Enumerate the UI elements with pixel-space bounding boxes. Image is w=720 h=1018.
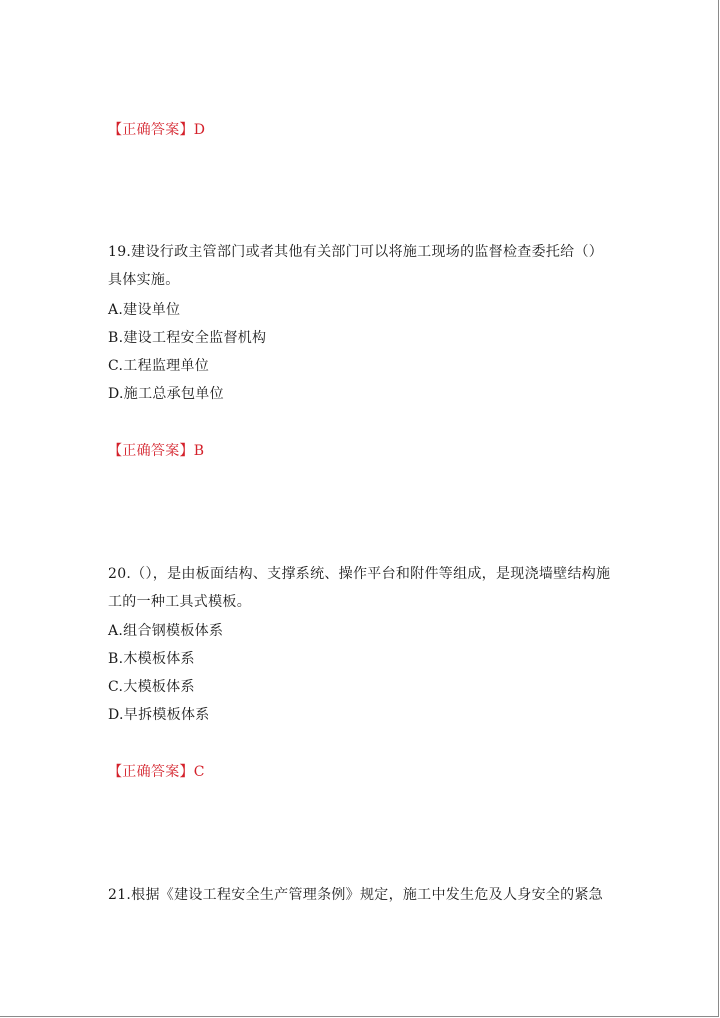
question-20-option-b: B.木模板体系: [108, 651, 195, 667]
question-19-stem-line1: 19.建设行政主管部门或者其他有关部门可以将施工现场的监督检查委托给（）: [108, 244, 604, 260]
question-19-stem-line2: 具体实施。: [108, 272, 180, 288]
question-19-option-a: A.建设单位: [108, 302, 181, 318]
answer-q19: 【正确答案】B: [108, 443, 205, 459]
answer-q20: 【正确答案】C: [108, 764, 205, 780]
question-19-option-b: B.建设工程安全监督机构: [108, 330, 267, 346]
question-19-option-c: C.工程监理单位: [108, 358, 210, 374]
question-20-option-a: A.组合钢模板体系: [108, 623, 224, 639]
question-20-option-d: D.早拆模板体系: [108, 707, 210, 723]
answer-q18: 【正确答案】D: [108, 122, 206, 138]
question-21-stem-line1: 21.根据《建设工程安全生产管理条例》规定，施工中发生危及人身安全的紧急: [108, 887, 604, 903]
question-19-option-d: D.施工总承包单位: [108, 386, 224, 402]
question-20-option-c: C.大模板体系: [108, 679, 195, 695]
question-20-stem-line1: 20.（），是由板面结构、支撑系统、操作平台和附件等组成，是现浇墙壁结构施: [108, 566, 611, 582]
question-20-stem-line2: 工的一种工具式模板。: [108, 594, 251, 610]
